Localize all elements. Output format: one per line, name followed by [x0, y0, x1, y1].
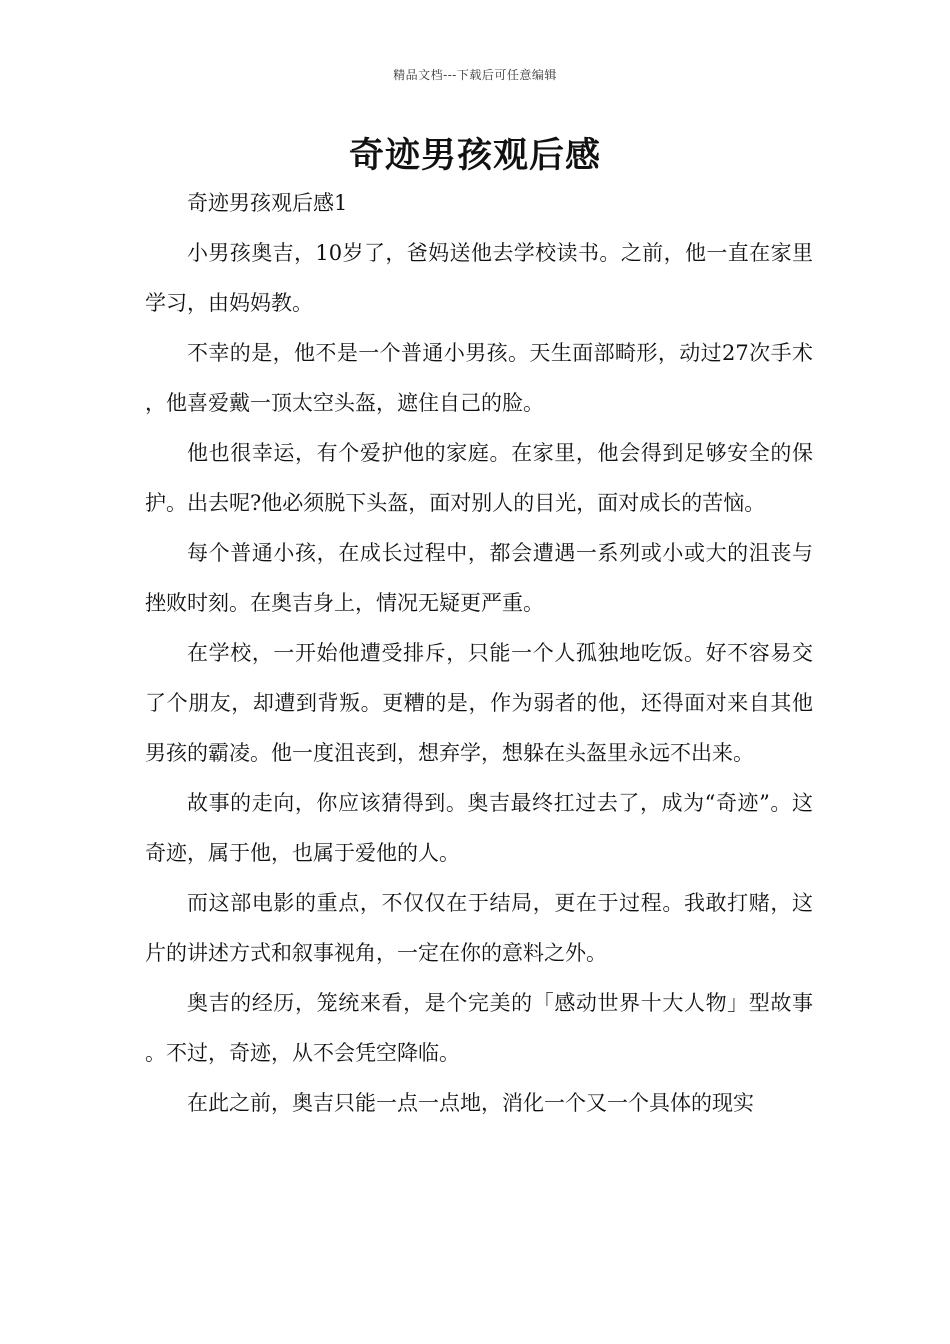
paragraph: 在学校，一开始他遭受排斥，只能一个人孤独地吃饭。好不容易交了个朋友，却遭到背叛。更糟的是，作为弱者的他，还得面对来自其他男孩的霸凌。他一度沮丧到，想弃学，想躲在头盔里永远不出来。 [145, 641, 813, 765]
paragraph: 在此之前，奥吉只能一点一点地，消化一个又一个具体的现实 [187, 1091, 754, 1115]
paragraph: 而这部电影的重点，不仅仅在于结局，更在于过程。我敢打赌，这片的讲述方式和叙事视角，一定在你的意料之外。 [145, 891, 813, 965]
paragraph: 小男孩奥吉，10岁了，爸妈送他去学校读书。之前，他一直在家里学习，由妈妈教。 [145, 241, 813, 315]
paragraph: 他也很幸运，有个爱护他的家庭。在家里，他会得到足够安全的保护。出去呢?他必须脱下头盔，面对别人的目光，面对成长的苦恼。 [145, 441, 813, 515]
document-title: 奇迹男孩观后感 [348, 135, 601, 176]
paragraph: 故事的走向，你应该猜得到。奥吉最终扛过去了，成为“奇迹”。这奇迹，属于他，也属于爱他的人。 [145, 791, 813, 865]
paragraph: 奥吉的经历，笼统来看，是个完美的「感动世界十大人物」型故事。不过，奇迹，从不会凭空降临。 [145, 991, 813, 1065]
paragraph-subtitle: 奇迹男孩观后感1 [187, 191, 348, 215]
paragraph: 每个普通小孩，在成长过程中，都会遭遇一系列或小或大的沮丧与挫败时刻。在奥吉身上，情况无疑更严重。 [145, 541, 813, 615]
paragraph: 不幸的是，他不是一个普通小男孩。天生面部畸形，动过27次手术，他喜爱戴一顶太空头盔，遮住自己的脸。 [145, 341, 813, 415]
document-body [145, 178, 813, 1128]
page-header-note: 精品文档---下载后可任意编辑 [393, 68, 557, 82]
